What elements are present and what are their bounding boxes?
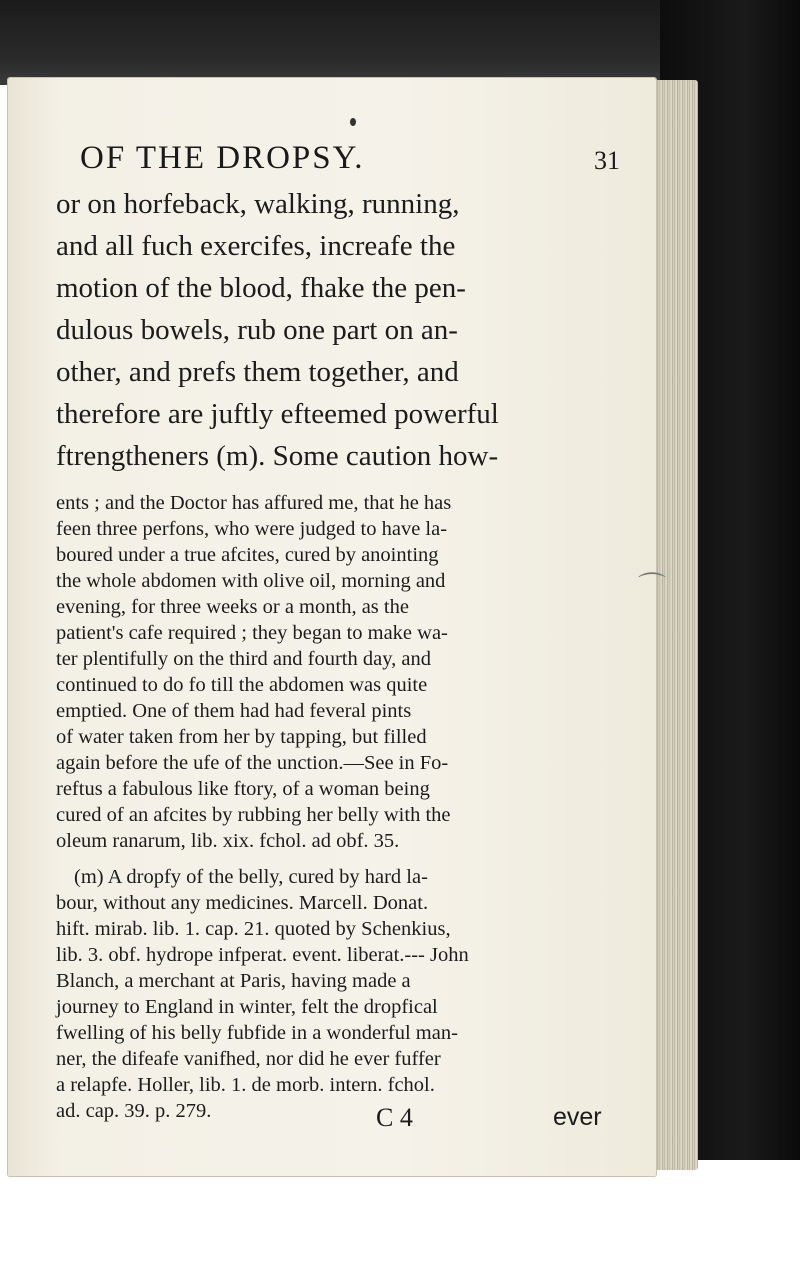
note-line: evening, for three weeks or a month, as the (56, 596, 409, 618)
note-line: again before the ufe of the unction.—See in Fo- (56, 752, 449, 774)
page-number: 31 (594, 146, 620, 175)
catchword: ever (553, 1103, 602, 1131)
ink-dot (350, 118, 356, 126)
note-line: ter plentifully on the third and fourth day, and (56, 648, 431, 670)
note-line: emptied. One of them had had feveral pints (56, 700, 412, 722)
note-line: ents ; and the Doctor has affured me, that he has (56, 492, 452, 514)
note-line: hift. mirab. lib. 1. cap. 21. quoted by Schenkius, (56, 918, 451, 940)
note-line: patient's cafe required ; they began to make wa- (56, 622, 448, 644)
note-line: of water taken from her by tapping, but filled (56, 726, 427, 748)
note-line: the whole abdomen with olive oil, morning and (56, 570, 446, 592)
text-line: ftrengtheners (m). Some caution how- (56, 440, 499, 472)
text-line: other, and prefs them together, and (56, 356, 459, 388)
note-line: Blanch, a merchant at Paris, having made a (56, 970, 411, 992)
note-line: ner, the difeafe vanifhed, nor did he ever fuffer (56, 1048, 441, 1070)
text-line: therefore are juftly efteemed powerful (56, 398, 499, 430)
note-line: feen three perfons, who were judged to have la- (56, 518, 448, 540)
note-line: oleum ranarum, lib. xix. fchol. ad obf. 35. (56, 830, 400, 852)
text-line: dulous bowels, rub one part on an- (56, 314, 458, 346)
scan-background-bottom (0, 1160, 800, 1269)
note-line: a relapfe. Holler, lib. 1. de morb. intern. fchol. (56, 1074, 435, 1096)
scan-background-top (0, 0, 760, 85)
page-header (80, 140, 620, 190)
text-line: motion of the blood, fhake the pen- (56, 272, 466, 304)
note-line: bour, without any medicines. Marcell. Donat. (56, 892, 429, 914)
note-line: cured of an afcites by rubbing her belly with the (56, 804, 451, 826)
text-line: or on horfeback, walking, running, (56, 188, 460, 220)
note-line: fwelling of his belly fubfide in a wonderful man- (56, 1022, 458, 1044)
note-line: reftus a fabulous like ftory, of a woman being (56, 778, 430, 800)
note-line: continued to do fo till the abdomen was quite (56, 674, 428, 696)
note-line: journey to England in winter, felt the dropfical (56, 996, 438, 1018)
stain-mark: ⌒ (638, 570, 667, 603)
note-line: boured under a true afcites, cured by anointing (56, 544, 439, 566)
note-line: ad. cap. 39. p. 279. (56, 1100, 212, 1122)
running-head: OF THE DROPSY. (80, 140, 365, 176)
note-line: (m) A dropfy of the belly, cured by hard la- (74, 866, 428, 888)
signature-mark: C 4 (376, 1103, 413, 1132)
note-line: lib. 3. obf. hydrope infperat. event. liberat.--- John (56, 944, 469, 966)
text-line: and all fuch exercifes, increafe the (56, 230, 456, 262)
